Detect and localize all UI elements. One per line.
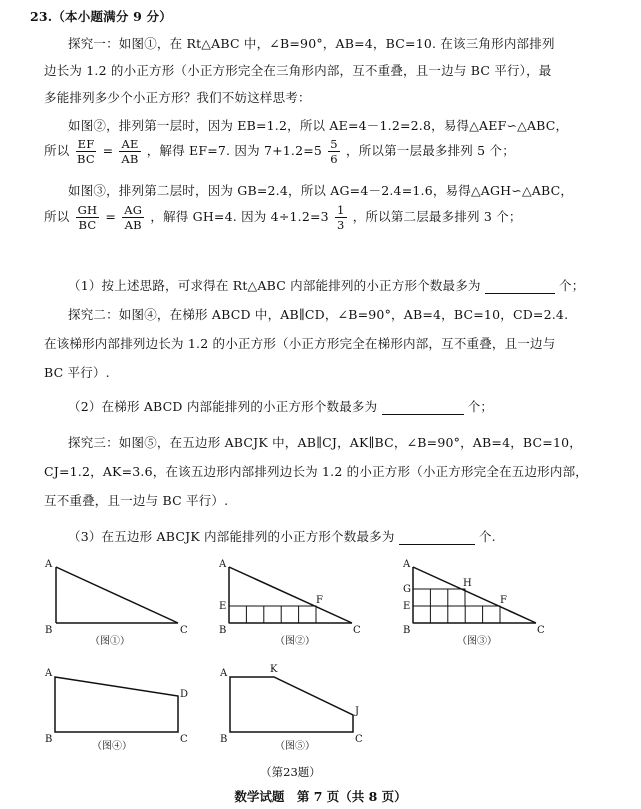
label-c: C <box>355 734 363 745</box>
label-f: F <box>316 595 323 606</box>
label-c: C <box>353 625 361 636</box>
explore2-line2: 在该梯形内部排列边长为 1.2 的小正方形（小正方形完全在梯形内部，互不重叠，且一边与 <box>44 336 556 351</box>
label-a: A <box>219 559 227 570</box>
equals-sign: = <box>105 209 117 224</box>
label-e: E <box>403 601 411 612</box>
explore1-line2: 边长为 1.2 的小正方形（小正方形完全在三角形内部，互不重叠，且一边与 BC 平行），最 <box>44 63 552 78</box>
explore2-line1: 探究二：如图④，在梯形 ABCD 中，AB∥CD，∠B=90°，AB=4，BC=10，CD=2.4. <box>68 307 569 322</box>
figure-5 <box>219 664 363 752</box>
text: ，所以第二层最多排列 3 个； <box>352 209 522 224</box>
label-a: A <box>403 559 411 570</box>
question-3-unit: 个. <box>478 529 496 544</box>
figure-4-caption: （图④） <box>92 741 132 752</box>
text: ，所以第一层最多排列 5 个； <box>346 143 515 158</box>
label-k: K <box>270 664 278 675</box>
text: 所以 <box>44 209 70 224</box>
question-caption: （第23题） <box>260 765 321 779</box>
explore1-line1: 探究一：如图①，在 Rt△ABC 中，∠B=90°，AB=4，BC=10. 在该三角形内部排列 <box>68 36 555 51</box>
label-c: C <box>180 734 188 745</box>
explore2-line3: BC 平行）. <box>44 365 110 380</box>
figure-4 <box>44 668 188 752</box>
label-a: A <box>45 668 53 679</box>
label-c: C <box>180 625 188 636</box>
mixed-number-fraction: $\frac{5}{6}$ <box>330 137 338 166</box>
label-a: A <box>45 559 53 570</box>
label-f: F <box>500 595 507 606</box>
equals-sign: = <box>102 143 114 158</box>
text: 所以 <box>44 143 70 158</box>
label-d: D <box>180 689 189 700</box>
label-b: B <box>219 625 227 636</box>
figure-1 <box>44 559 188 647</box>
figure-2-caption: （图②） <box>275 636 315 647</box>
mixed-number-fraction: $\frac{1}{3}$ <box>337 203 345 232</box>
question-1-unit: 个； <box>559 278 585 293</box>
question-2-unit: 个； <box>467 399 494 414</box>
square-grid <box>229 606 316 623</box>
fraction-ae-ab: $\frac{AE}{AB}$ <box>121 137 139 166</box>
fig3-reasoning-line: 如图③，排列第二层时，因为 GB=2.4，所以 AG=4－2.4=1.6，易得△AGH∽△ABC， <box>68 183 574 198</box>
explore3-line1: 探究三：如图⑤，在五边形 ABCJK 中，AB∥CJ，AK∥BC，∠B=90°，AB=4，BC=10， <box>68 435 582 450</box>
square-grid <box>413 589 500 623</box>
fraction-ag-ab: $\frac{AG}{AB}$ <box>124 203 143 232</box>
explore3-line2: CJ=1.2，AK=3.6，在该五边形内部排列边长为 1.2 的小正方形（小正方形完全在五边形内部， <box>44 464 588 479</box>
label-a: A <box>220 668 228 679</box>
question-2-text: （2）在梯形 ABCD 内部能排列的小正方形个数最多为 <box>68 399 378 414</box>
label-b: B <box>45 734 53 745</box>
label-g: G <box>403 584 411 595</box>
question-number: 23.（本小题满分 9 分） <box>30 9 172 24</box>
figure-5-caption: （图⑤） <box>275 741 315 752</box>
explore1-line3: 多能排列多少个小正方形？我们不妨这样思考： <box>44 90 311 105</box>
label-b: B <box>220 734 228 745</box>
label-j: J <box>355 706 360 717</box>
fig2-reasoning-line: 如图②，排列第一层时，因为 EB=1.2，所以 AE=4－1.2=2.8，易得△AEF∽△ABC， <box>68 118 569 133</box>
figure-3 <box>402 559 545 647</box>
fraction-gh-bc: $\frac{GH}{BC}$ <box>77 203 98 232</box>
fraction-ef-bc: $\frac{EF}{BC}$ <box>77 137 95 166</box>
label-c: C <box>537 625 545 636</box>
figure-2 <box>218 559 361 647</box>
text: ，解得 EF=7. 因为 7+1.2=5 <box>146 143 323 158</box>
question-3-text: （3）在五边形 ABCJK 内部能排列的小正方形个数最多为 <box>68 529 395 544</box>
figure-1-caption: （图①） <box>90 636 130 647</box>
text: ，解得 GH=4. 因为 4÷1.2=3 <box>150 209 329 224</box>
label-b: B <box>45 625 53 636</box>
figure-3-caption: （图③） <box>457 636 497 647</box>
label-e: E <box>219 601 227 612</box>
question-1-text: （1）按上述思路，可求得在 Rt△ABC 内部能排列的小正方形个数最多为 <box>68 278 481 293</box>
explore3-line3: 互不重叠，且一边与 BC 平行）. <box>44 493 229 508</box>
page-footer: 数学试题 第 7 页（共 8 页） <box>234 789 407 804</box>
label-b: B <box>403 625 411 636</box>
label-h: H <box>463 578 472 589</box>
